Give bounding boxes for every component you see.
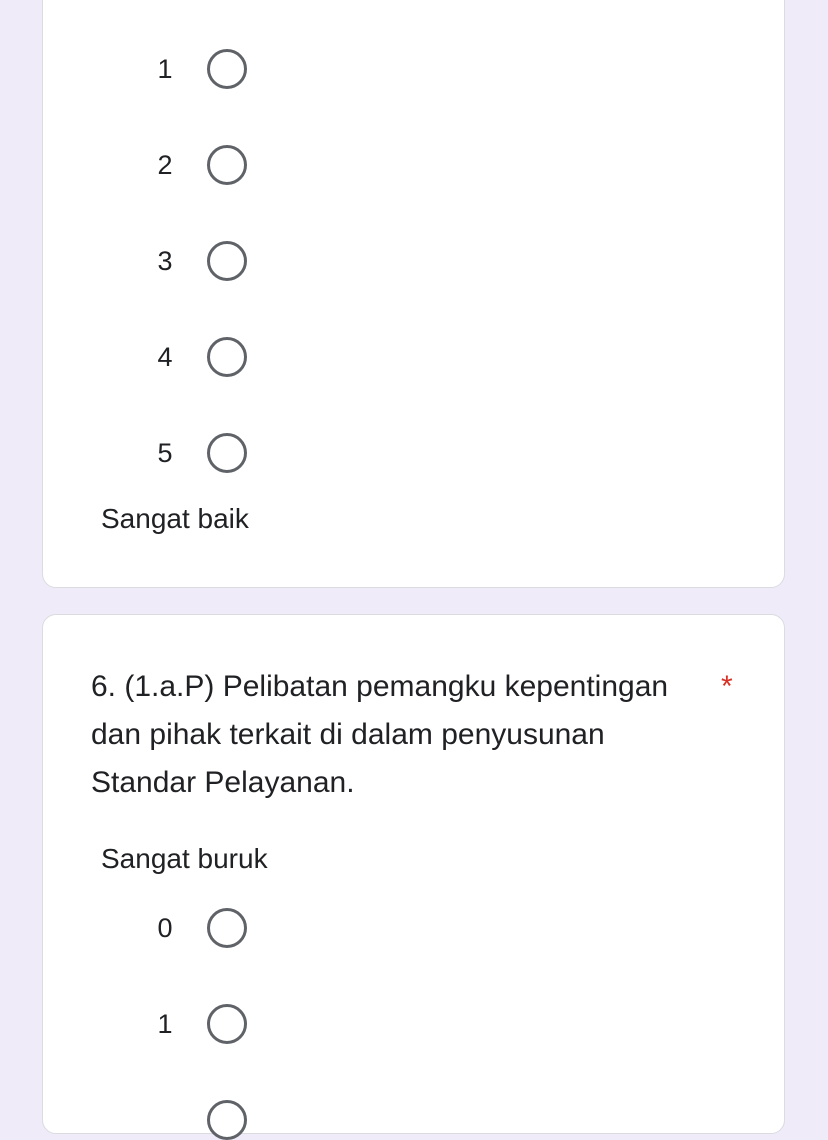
scale-option-5[interactable] <box>143 433 303 473</box>
radio-button[interactable] <box>207 49 247 89</box>
scale-option-label: 2 <box>157 150 173 180</box>
radio-button[interactable] <box>207 145 247 185</box>
scale-option-1[interactable] <box>143 49 303 89</box>
scale-option-2[interactable] <box>143 145 303 185</box>
radio-button[interactable] <box>207 433 247 473</box>
scale-max-label: Sangat baik <box>101 503 249 534</box>
scale-option-label: 4 <box>157 342 173 372</box>
scale-min-label: Sangat buruk <box>101 843 268 874</box>
question-card-previous <box>42 0 785 588</box>
radio-button[interactable] <box>207 1004 247 1044</box>
scale-option-1[interactable] <box>143 1004 303 1044</box>
radio-button[interactable] <box>207 337 247 377</box>
scale-option-label: 0 <box>157 913 173 943</box>
question-card-6 <box>42 614 785 1134</box>
question-title: 6. (1.a.P) Pelibatan pemangku kepentingan dan pihak terkait di dalam penyusunan Standar Pelayanan. <box>91 670 669 799</box>
scale-option-4[interactable] <box>143 337 303 377</box>
radio-button[interactable] <box>207 241 247 281</box>
scale-option-3[interactable] <box>143 241 303 281</box>
required-indicator: * <box>721 670 733 703</box>
scale-option-label: 1 <box>157 54 173 84</box>
radio-button[interactable] <box>207 1100 247 1140</box>
scale-option-label: 5 <box>157 438 173 468</box>
radio-button[interactable] <box>207 908 247 948</box>
scale-option-0[interactable] <box>143 908 303 948</box>
scale-option-label: 1 <box>157 1009 173 1039</box>
scale-option-label: 3 <box>157 246 173 276</box>
